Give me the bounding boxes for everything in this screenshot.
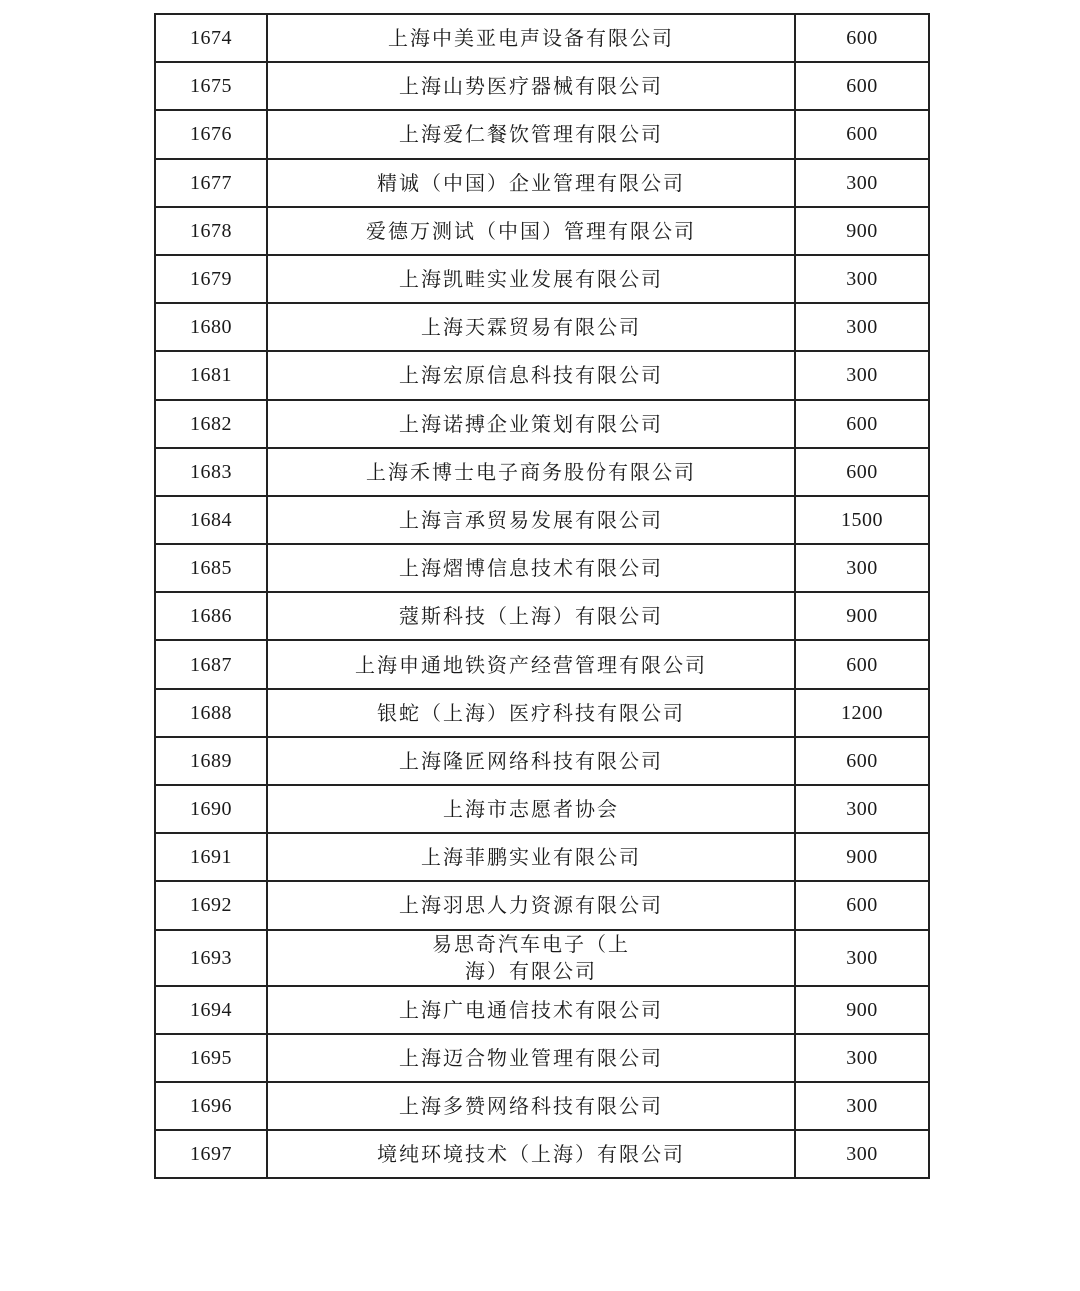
company-name: 上海山势医疗器械有限公司 [267,62,795,110]
table-row [155,110,929,158]
row-number: 1682 [155,400,267,448]
table-row [155,640,929,688]
amount: 600 [795,881,929,929]
table-row [155,448,929,496]
table-row [155,986,929,1034]
table-row [155,303,929,351]
donation-table [154,13,930,1179]
row-number: 1690 [155,785,267,833]
table-row [155,351,929,399]
donation-table-page [154,13,928,1179]
row-number: 1675 [155,62,267,110]
row-number: 1680 [155,303,267,351]
amount: 600 [795,640,929,688]
company-name: 上海宏原信息科技有限公司 [267,351,795,399]
company-name: 上海多赞网络科技有限公司 [267,1082,795,1130]
amount: 300 [795,1034,929,1082]
row-number: 1691 [155,833,267,881]
table-row [155,14,929,62]
row-number: 1687 [155,640,267,688]
table-row [155,1130,929,1178]
row-number: 1684 [155,496,267,544]
table-row [155,496,929,544]
company-name: 上海言承贸易发展有限公司 [267,496,795,544]
amount: 300 [795,1082,929,1130]
amount: 300 [795,159,929,207]
company-name: 上海市志愿者协会 [267,785,795,833]
amount: 900 [795,833,929,881]
table-row [155,785,929,833]
row-number: 1683 [155,448,267,496]
company-name: 上海菲鹏实业有限公司 [267,833,795,881]
amount: 600 [795,110,929,158]
row-number: 1677 [155,159,267,207]
amount: 600 [795,737,929,785]
amount: 600 [795,14,929,62]
table-body [155,14,929,1178]
company-name: 上海熠博信息技术有限公司 [267,544,795,592]
amount: 900 [795,592,929,640]
table-row [155,689,929,737]
amount: 300 [795,544,929,592]
company-name: 上海爱仁餐饮管理有限公司 [267,110,795,158]
row-number: 1697 [155,1130,267,1178]
amount: 300 [795,255,929,303]
table-row [155,930,929,986]
amount: 300 [795,930,929,986]
table-row [155,1082,929,1130]
company-name: 爱德万测试（中国）管理有限公司 [267,207,795,255]
row-number: 1692 [155,881,267,929]
company-name: 上海诺搏企业策划有限公司 [267,400,795,448]
table-row [155,1034,929,1082]
company-name: 蔻斯科技（上海）有限公司 [267,592,795,640]
amount: 1500 [795,496,929,544]
company-name: 上海迈合物业管理有限公司 [267,1034,795,1082]
amount: 300 [795,351,929,399]
company-name: 上海凯畦实业发展有限公司 [267,255,795,303]
amount: 1200 [795,689,929,737]
company-name: 上海广电通信技术有限公司 [267,986,795,1034]
amount: 300 [795,785,929,833]
row-number: 1689 [155,737,267,785]
amount: 900 [795,207,929,255]
row-number: 1688 [155,689,267,737]
row-number: 1693 [155,930,267,986]
table-row [155,737,929,785]
table-row [155,159,929,207]
company-name: 上海申通地铁资产经营管理有限公司 [267,640,795,688]
table-row [155,255,929,303]
company-name: 易思奇汽车电子（上海）有限公司 [267,930,795,986]
company-name: 银蛇（上海）医疗科技有限公司 [267,689,795,737]
amount: 600 [795,400,929,448]
table-row [155,544,929,592]
company-name: 精诚（中国）企业管理有限公司 [267,159,795,207]
company-name: 上海禾博士电子商务股份有限公司 [267,448,795,496]
table-row [155,62,929,110]
row-number: 1685 [155,544,267,592]
amount: 600 [795,62,929,110]
table-row [155,881,929,929]
row-number: 1674 [155,14,267,62]
row-number: 1681 [155,351,267,399]
table-row [155,400,929,448]
row-number: 1696 [155,1082,267,1130]
company-name: 境纯环境技术（上海）有限公司 [267,1130,795,1178]
row-number: 1686 [155,592,267,640]
company-name: 上海天霖贸易有限公司 [267,303,795,351]
row-number: 1676 [155,110,267,158]
row-number: 1694 [155,986,267,1034]
company-name: 上海隆匠网络科技有限公司 [267,737,795,785]
amount: 300 [795,1130,929,1178]
table-row [155,833,929,881]
company-name: 上海羽思人力资源有限公司 [267,881,795,929]
company-name: 上海中美亚电声设备有限公司 [267,14,795,62]
amount: 300 [795,303,929,351]
table-row [155,592,929,640]
amount: 600 [795,448,929,496]
row-number: 1679 [155,255,267,303]
amount: 900 [795,986,929,1034]
table-row [155,207,929,255]
row-number: 1678 [155,207,267,255]
row-number: 1695 [155,1034,267,1082]
